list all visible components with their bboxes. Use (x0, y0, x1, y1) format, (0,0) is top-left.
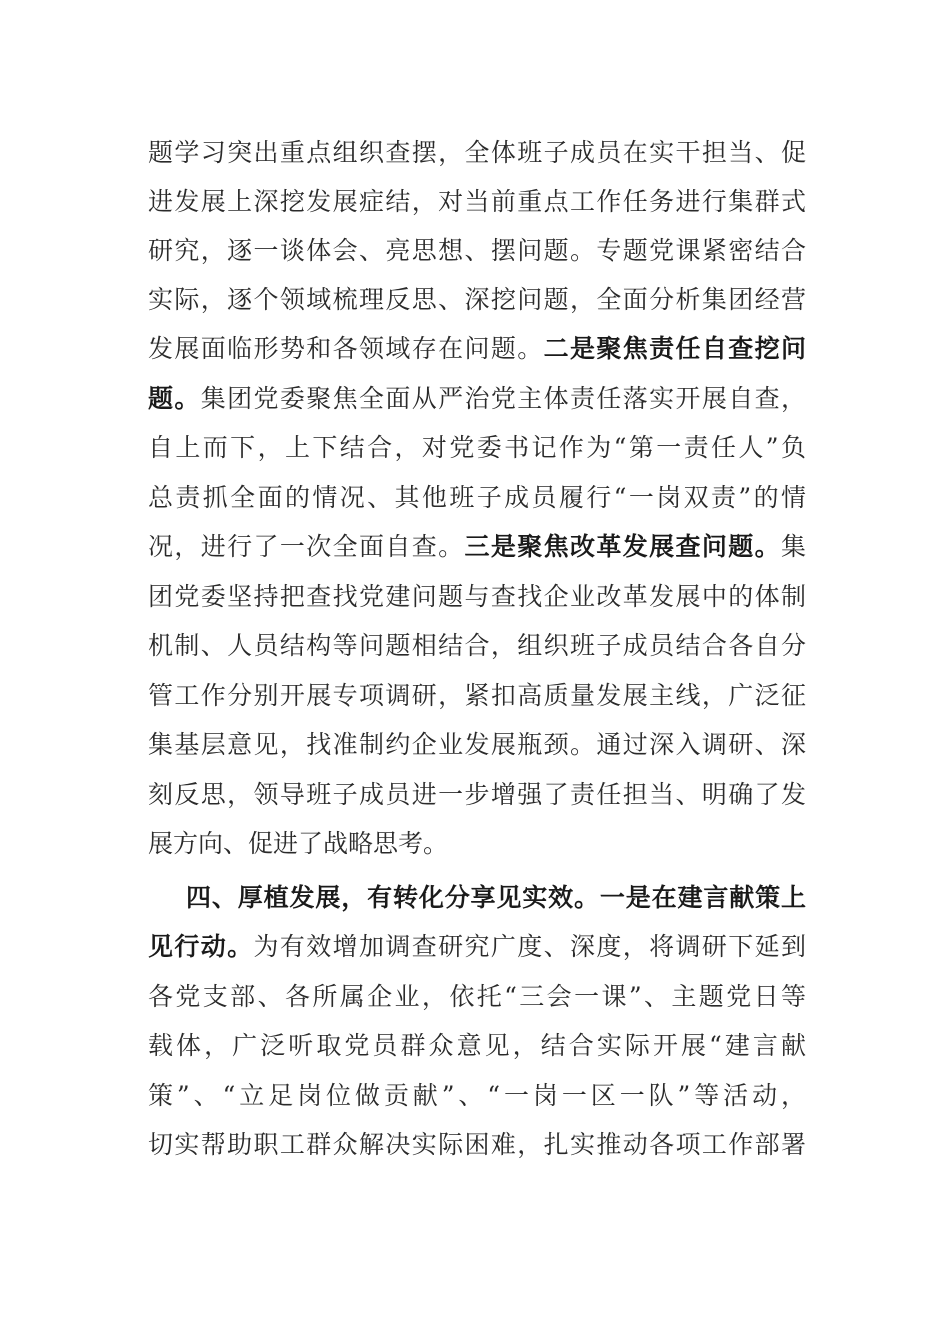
text-run: 集 (780, 532, 806, 561)
text-run: 各党支部、各所属企业，依托“三会一课”、主题党日等 (148, 982, 806, 1011)
text-run: 策”、“立足岗位做贡献”、“一岗一区一队”等活动， (148, 1081, 806, 1110)
text-run: 集团党委聚焦全面从严治党主体责任落实开展自查， (200, 384, 806, 413)
paragraph-2-line-5 (148, 1071, 806, 1121)
paragraph-1-line-6 (148, 374, 806, 424)
paragraph-1-line-4 (148, 275, 806, 325)
text-run: 实际，逐个领域梳理反思、深挖问题，全面分析集团经营 (148, 285, 806, 314)
paragraph-1-line-2 (148, 177, 806, 227)
text-run: 况，进行了一次全面自查。 (148, 532, 465, 561)
paragraph-1-line-13 (148, 720, 806, 770)
paragraph-1-line-7 (148, 423, 806, 473)
text-run: 总责抓全面的情况、其他班子成员履行“一岗双责”的情 (148, 483, 806, 512)
text-run: 团党委坚持把查找党建问题与查找企业改革发展中的体制 (148, 582, 806, 611)
bold-heading-run: 二是聚焦责任自查挖问 (543, 334, 806, 363)
bold-heading-run: 三是聚焦改革发展查问题。 (464, 532, 781, 561)
text-run: 载体，广泛听取党员群众意见，结合实际开展“建言献 (148, 1031, 806, 1060)
paragraph-1-line-10 (148, 572, 806, 622)
text-run: 发展面临形势和各领域存在问题。 (148, 334, 544, 363)
paragraph-1-line-9 (148, 522, 806, 572)
text-run: 进发展上深挖发展症结，对当前重点工作任务进行集群式 (148, 187, 806, 216)
paragraph-2-line-3 (148, 972, 806, 1022)
paragraph-1-line-1 (148, 128, 806, 178)
bold-heading-run: 题。 (148, 384, 201, 413)
text-run: 机制、人员结构等问题相结合，组织班子成员结合各自分 (148, 631, 806, 660)
paragraph-1-line-15 (148, 819, 806, 869)
text-run: 切实帮助职工群众解决实际困难，扎实推动各项工作部署 (148, 1130, 806, 1159)
paragraph-1-line-5 (148, 324, 806, 374)
text-run: 研究，逐一谈体会、亮思想、摆问题。专题党课紧密结合 (148, 236, 806, 265)
text-run: 题学习突出重点组织查摆，全体班子成员在实干担当、促 (148, 138, 806, 167)
bold-heading-run: 见行动。 (148, 932, 254, 961)
paragraph-2-line-2 (148, 922, 806, 972)
paragraph-1-line-11 (148, 621, 806, 671)
paragraph-1-line-8 (148, 473, 806, 523)
text-run: 管工作分别开展专项调研，紧扣高质量发展主线，广泛征 (148, 681, 806, 710)
paragraph-1-line-3 (148, 226, 806, 276)
paragraph-1-line-12 (148, 671, 806, 721)
paragraph-1-line-14 (148, 770, 806, 820)
text-run: 展方向、促进了战略思考。 (148, 829, 449, 858)
paragraph-2-line-6 (148, 1120, 806, 1170)
paragraph-2-line-1 (186, 873, 806, 923)
text-run: 集基层意见，找准制约企业发展瓶颈。通过深入调研、深 (148, 730, 806, 759)
text-run: 自上而下，上下结合，对党委书记作为“第一责任人”负 (148, 433, 806, 462)
bold-heading-run: 四、厚植发展，有转化分享见实效。一是在建言献策上 (186, 883, 806, 912)
text-run: 为有效增加调查研究广度、深度，将调研下延到 (253, 932, 806, 961)
text-run: 刻反思，领导班子成员进一步增强了责任担当、明确了发 (148, 780, 806, 809)
paragraph-2-line-4 (148, 1021, 806, 1071)
